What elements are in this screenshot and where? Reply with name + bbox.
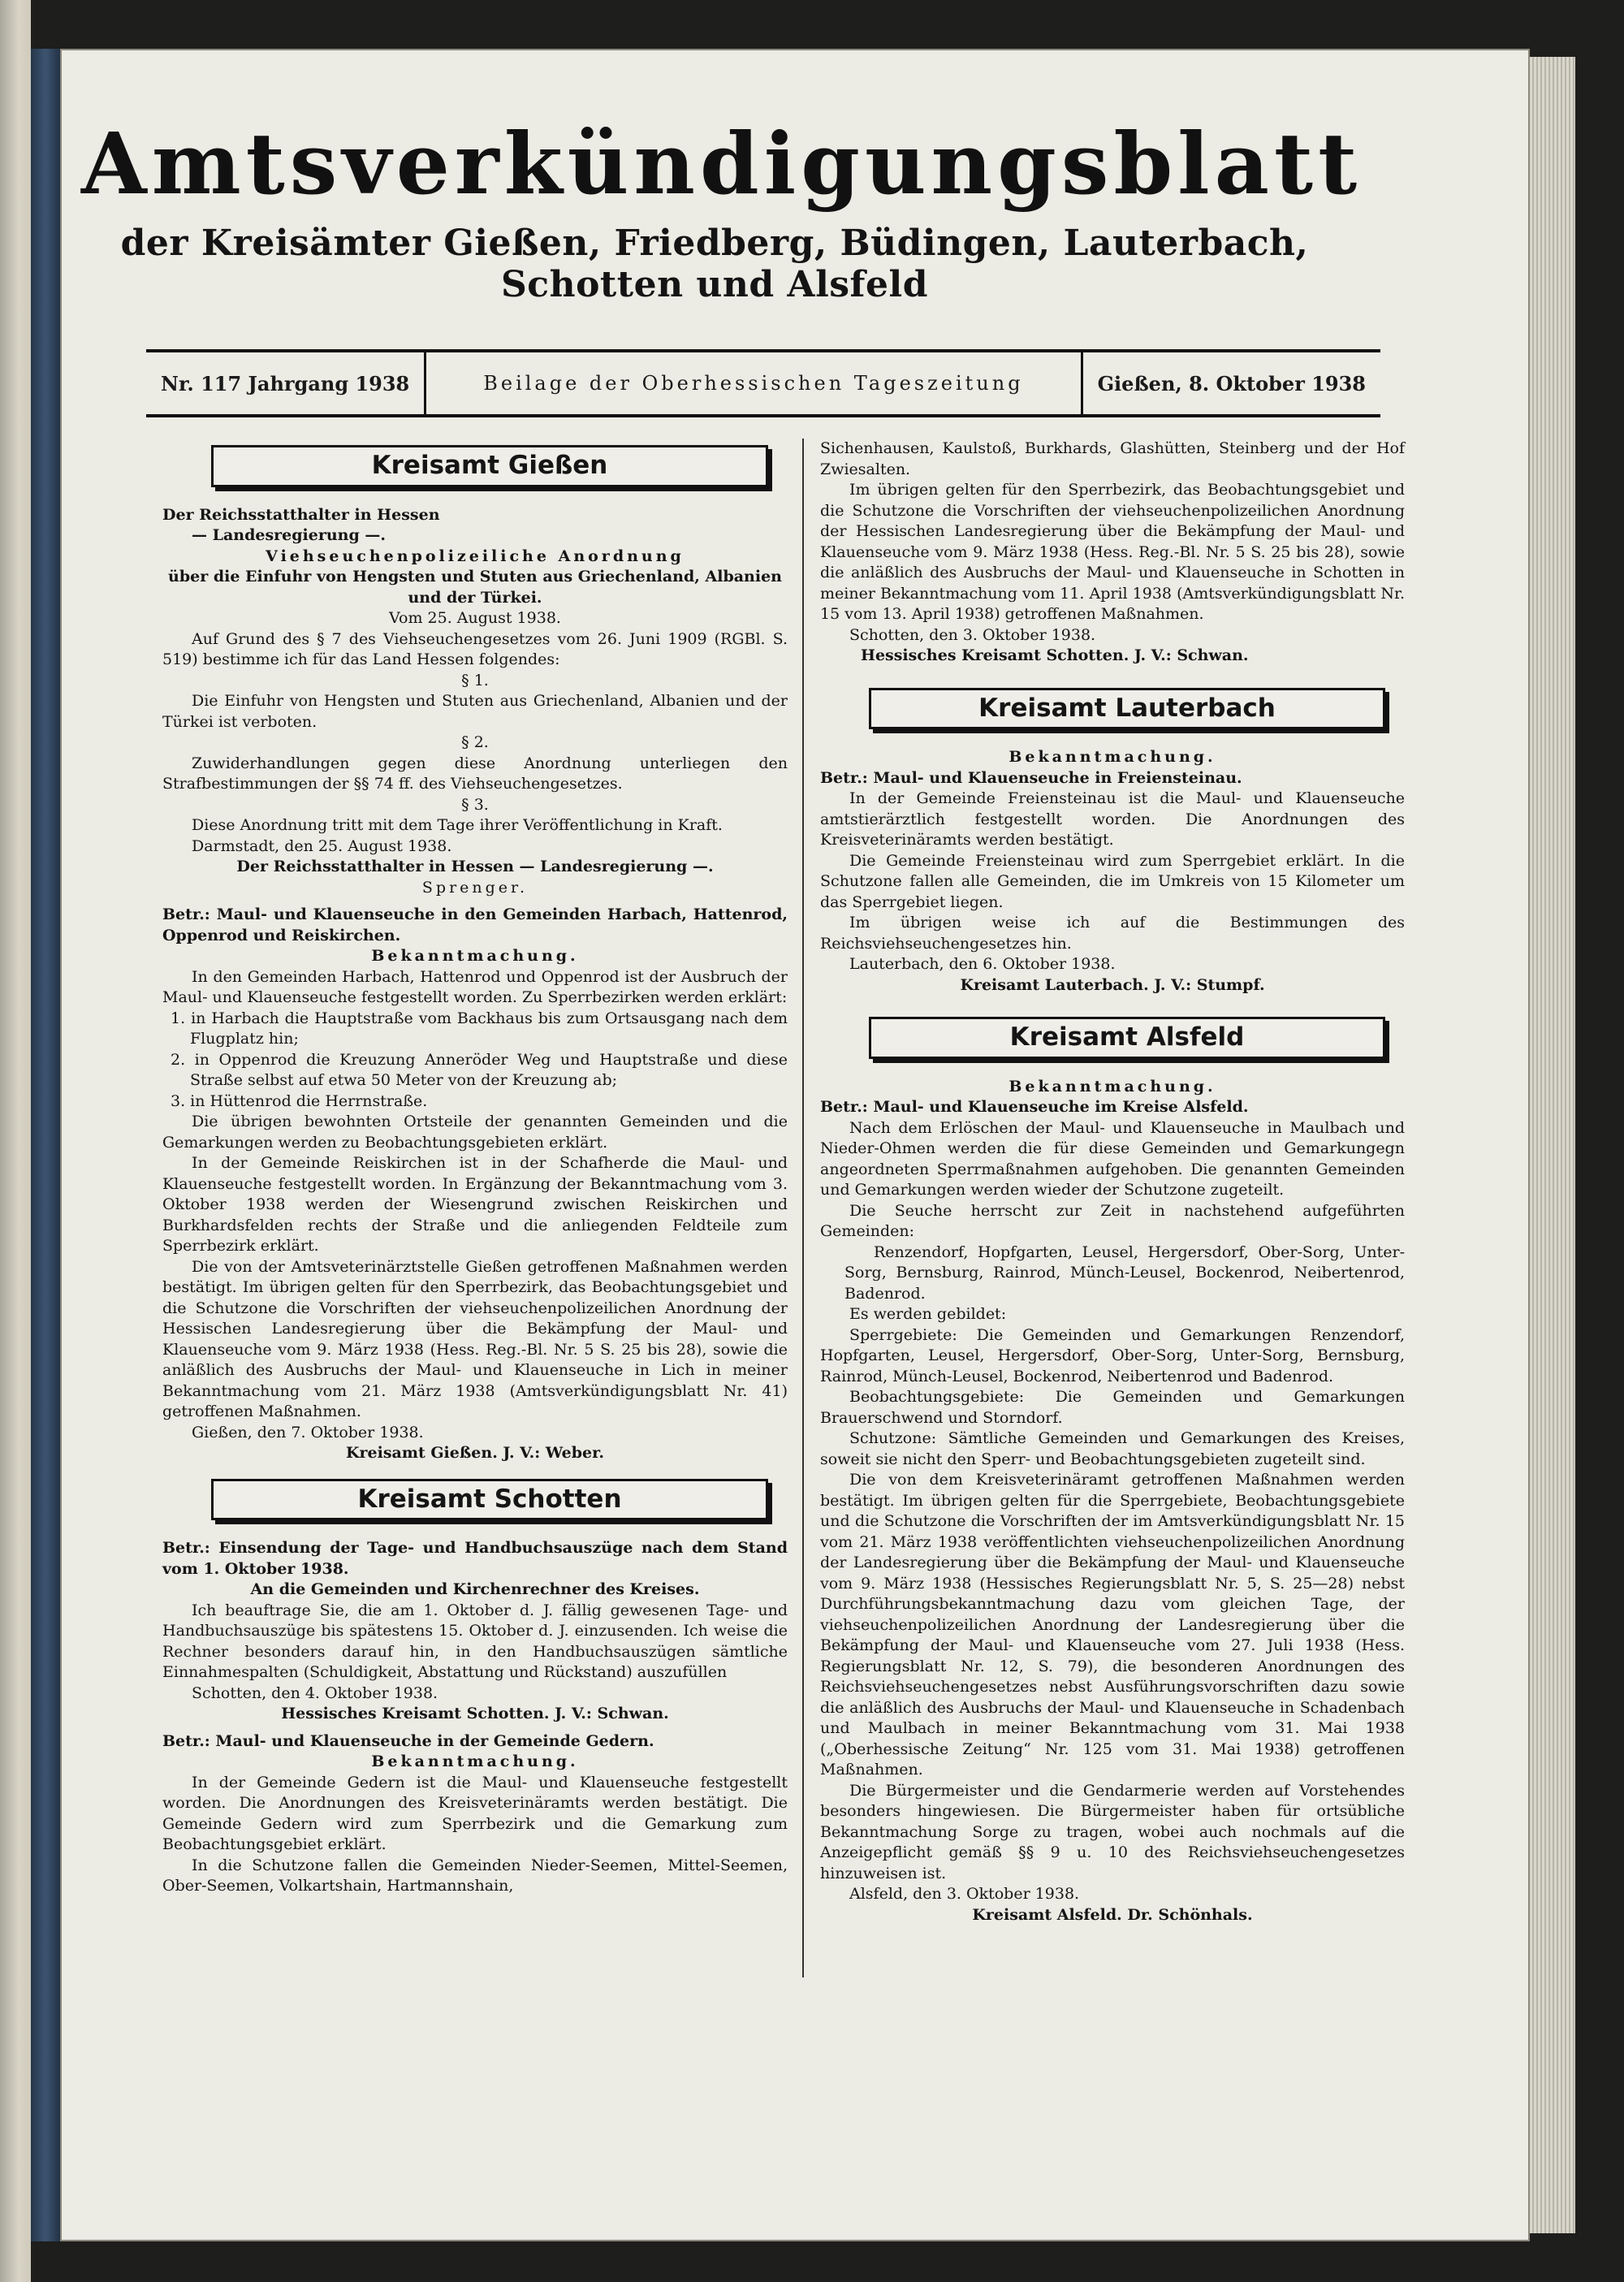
signature: Kreisamt Lauterbach. J. V.: Stumpf.: [960, 975, 1265, 994]
paragraph: Die Seuche herrscht zur Zeit in nachstehend aufgeführten Gemeinden:: [820, 1201, 1405, 1240]
subject-line: Betr.: Maul- und Klauenseuche in den Gemeinden Harbach, Hattenrod, Oppenrod und Reiskirchen.: [162, 905, 788, 944]
paragraph: Die übrigen bewohnten Ortsteile der genannten Gemeinden und die Gemarkungen werden zu Beobachtungsgebieten erklärt.: [162, 1113, 788, 1152]
place-date: Lauterbach, den 6. Oktober 1938.: [849, 955, 1116, 973]
paragraph: In den Gemeinden Harbach, Hattenrod und Oppenrod ist der Ausbruch der Maul- und Klauenseuche festgestellt worden. Zu Sperrbezirken werden erklärt:: [162, 967, 788, 1006]
signature: Hessisches Kreisamt Schotten. J. V.: Schwan.: [861, 646, 1249, 664]
right-column: [820, 439, 1405, 1925]
section-heading-alsfeld: Kreisamt Alsfeld: [869, 1017, 1385, 1059]
section-heading-giessen: Kreisamt Gießen: [211, 445, 768, 487]
paragraph: Sperrgebiete: Die Gemeinden und Gemarkungen Renzendorf, Hopfgarten, Leusel, Hergersdorf, Ober-Sorg, Unter-Sorg, Bernsburg, Rainrod, Münch-Leusel, Bockenrod, Neibertenrod und Badenrod.: [820, 1325, 1405, 1385]
signature: Hessisches Kreisamt Schotten. J. V.: Schwan.: [281, 1705, 669, 1722]
paragraph: Renzendorf, Hopfgarten, Leusel, Hergersdorf, Ober-Sorg, Unter-Sorg, Bernsburg, Rainrod, Münch-Leusel, Bockenrod, Neibertenrod, Badenrod.: [844, 1243, 1405, 1303]
issue-number: Nr. 117 Jahrgang 1938: [161, 371, 410, 395]
addressee: An die Gemeinden und Kirchenrechner des Kreises.: [250, 1580, 700, 1598]
place-date: Schotten, den 3. Oktober 1938.: [849, 625, 1096, 644]
notice-date: Vom 25. August 1938.: [389, 609, 561, 627]
paragraph: Im übrigen weise ich auf die Bestimmungen des Reichsviehseuchengesetzes hin.: [820, 914, 1405, 953]
notice-title: Bekanntmachung.: [371, 947, 579, 965]
left-column: [162, 439, 788, 1897]
column-divider: [802, 439, 804, 1977]
list-item: 1. in Harbach die Hauptstraße vom Backhaus bis zum Ortsausgang nach dem Flugplatz hin;: [171, 1009, 788, 1048]
masthead: [81, 114, 1363, 305]
paragraph: In der Gemeinde Freiensteinau ist die Maul- und Klauenseuche amtstierärztlich festgestellt worden. Die Anordnungen des Kreisveterinäramts werden bestätigt.: [820, 789, 1405, 849]
paragraph: Zuwiderhandlungen gegen diese Anordnung unterliegen den Strafbestimmungen der §§ 74 ff. des Viehseuchengesetzes.: [162, 754, 788, 793]
paragraph: Es werden gebildet:: [849, 1305, 1007, 1323]
newspaper-title: Amtsverkündigungsblatt: [81, 114, 1363, 214]
issue-info-bar: [146, 349, 1380, 417]
signature-name: Sprenger.: [421, 878, 529, 897]
notice-subtitle: über die Einfuhr von Hengsten und Stuten aus Griechenland, Albanien und der Türkei.: [168, 568, 782, 607]
subject-line: Betr.: Einsendung der Tage- und Handbuchsauszüge nach dem Stand vom 1. Oktober 1938.: [162, 1539, 788, 1578]
issue-place-date: Gießen, 8. Oktober 1938: [1097, 371, 1366, 395]
notice-title: Viehseuchenpolizeiliche Anordnung: [266, 547, 685, 565]
paragraph: Nach dem Erlöschen der Maul- und Klauenseuche in Maulbach und Nieder-Ohmen werden die für diese Gemeinden und Gemarkungegn angeordneten Sperrmaßnahmen aufgehoben. Die genannten Gemeinden und Gemarkungen werden wieder der Schutzone zugeteilt.: [820, 1118, 1405, 1199]
subject-line: Betr.: Maul- und Klauenseuche in der Gemeinde Gedern.: [162, 1731, 654, 1750]
paragraph: In der Gemeinde Gedern ist die Maul- und Klauenseuche festgestellt worden. Die Anordnungen des Kreisveterinäramts werden bestätigt. Die Gemeinde Gedern wird zum Sperrbezirk und die Gemarkung zum Beobachtungsgebiet erklärt.: [162, 1773, 788, 1853]
paragraph: Beobachtungsgebiete: Die Gemeinden und Gemarkungen Brauerschwend und Storndorf.: [820, 1388, 1405, 1427]
paragraph: In der Gemeinde Reiskirchen ist in der Schafherde die Maul- und Klauenseuche festgestellt worden. In Ergänzung der Bekanntmachung vom 3. Oktober 1938 werden der Wiesengrund zwischen Reiskirchen und Burkhardsfelden rechts der Straße und die anliegenden Feldteile zum Sperrbezirk erklärt.: [162, 1154, 788, 1255]
book-binding: [31, 49, 60, 2241]
paragraph: Die von dem Kreisveterinäramt getroffenen Maßnahmen werden bestätigt. Im übrigen gelten für die Sperrgebiete, Beobachtungsgebiete und die Schutzone die Vorschriften der im Amtsverkündigungsblatt Nr. 15 vom 21. März 1938 veröffentlichten viehseuchenpolizeilichen Anordnung der Landesregierung über die Bekämpfung der Maul- und Klauenseuche vom 9. März 1938 (Hessisches Regierungsblatt Nr. 5, S. 25—28) nebst Durchführungsbekanntmachung dazu vom gleichen Tage, der viehseuchenpolizeilichen Anordnung der Landesregierung über die Bekämpfung der Maul- und Klauenseuche vom 27. Juli 1938 (Hess. Regierungsblatt Nr. 12, S. 79), die besonderen Anordnungen des Reichsviehseuchengesetzes nebst Ausführungsvorschriften dazu sowie die anläßlich des Ausbruchs der Maul- und Klauenseuche in Schadenbach und Maulbach in meiner Bekanntmachung vom 31. Mai 1938 („Oberhessische Zeitung“ Nr. 125 vom 31. Mai 1938) getroffenen Maßnahmen.: [820, 1471, 1405, 1778]
paragraph: In die Schutzone fallen die Gemeinden Nieder-Seemen, Mittel-Seemen, Ober-Seemen, Volkartshain, Hartmannshain,: [162, 1856, 788, 1895]
notice-title: Bekanntmachung.: [371, 1753, 579, 1770]
section-mark: § 3.: [461, 795, 489, 814]
paragraph: Diese Anordnung tritt mit dem Tage ihrer Veröffentlichung in Kraft.: [192, 816, 723, 834]
paragraph-continued: Sichenhausen, Kaulstoß, Burkhards, Glashütten, Steinberg und der Hof Zwiesalten.: [820, 439, 1405, 478]
place-date: Alsfeld, den 3. Oktober 1938.: [849, 1885, 1080, 1903]
notice-title: Bekanntmachung.: [1009, 748, 1216, 766]
page-stack-edge: [1530, 57, 1575, 2233]
signature-authority: Der Reichsstatthalter in Hessen — Landesregierung —.: [236, 858, 714, 875]
notice-title: Bekanntmachung.: [1009, 1077, 1216, 1096]
supplement-note: Beilage der Oberhessischen Tageszeitung: [424, 352, 1082, 414]
place-date: Gießen, den 7. Oktober 1938.: [192, 1423, 424, 1441]
place-date: Schotten, den 4. Oktober 1938.: [192, 1683, 438, 1702]
authority-line: Der Reichsstatthalter in Hessen: [162, 505, 440, 524]
section-mark: § 1.: [461, 671, 489, 689]
paragraph: Im übrigen gelten für den Sperrbezirk, das Beobachtungsgebiet und die Schutzone die Vorschriften der viehseuchenpolizeilichen Anordnung der Hessischen Landesregierung über die Bekämpfung der Maul- und Klauenseuche vom 9. März 1938 (Hess. Reg.-Bl. Nr. 5 S. 25 bis 28), sowie die anläßlich des Ausbruchs der Maul- und Klauenseuche in Schotten in meiner Bekanntmachung vom 11. April 1938 (Amtsverkündigungsblatt Nr. 15 vom 13. April 1938) getroffenen Maßnahmen.: [820, 481, 1405, 623]
paragraph: Schutzone: Sämtliche Gemeinden und Gemarkungen des Kreises, soweit sie nicht den Sperr- und Beobachtungsgebieten zugeteilt sind.: [820, 1429, 1405, 1468]
place-date: Darmstadt, den 25. August 1938.: [192, 836, 452, 855]
list-item: 2. in Oppenrod die Kreuzung Annеröder Weg und Hauptstraße und diese Straße selbst auf etwa 50 Meter von der Kreuzung ab;: [171, 1050, 788, 1089]
signature: Kreisamt Gießen. J. V.: Weber.: [346, 1444, 604, 1462]
paragraph: Auf Grund des § 7 des Viehseuchengesetzes vom 26. Juni 1909 (RGBl. S. 519) bestimme ich für das Land Hessen folgendes:: [162, 629, 788, 668]
authority-line: — Landesregierung —.: [192, 526, 387, 544]
section-mark: § 2.: [461, 733, 489, 751]
subject-line: Betr.: Maul- und Klauenseuche im Kreise Alsfeld.: [820, 1098, 1249, 1116]
paragraph: Die Gemeinde Freiensteinau wird zum Sperrgebiet erklärt. In die Schutzone fallen alle Gemeinden, die im Umkreis von 15 Kilometer um das Sperrgebiet liegen.: [820, 851, 1405, 911]
subject-line: Betr.: Maul- und Klauenseuche in Freiensteinau.: [820, 768, 1242, 787]
paragraph: Die Einfuhr von Hengsten und Stuten aus Griechenland, Albanien und der Türkei ist verboten.: [162, 692, 788, 731]
signature: Kreisamt Alsfeld. Dr. Schönhals.: [972, 1905, 1253, 1924]
paragraph: Ich beauftrage Sie, die am 1. Oktober d. J. fällig gewesenen Tage- und Handbuchsauszüge bis spätestens 15. Oktober d. J. einzusenden. Ich weise die Rechner besonders darauf hin, in den Handbuchsauszügen sämtliche Einnahmespalten (Schuldigkeit, Abstattung und Rückstand) auszufüllen: [162, 1601, 788, 1681]
paragraph: Die von der Amtsveterinärztstelle Gießen getroffenen Maßnahmen werden bestätigt. Im übrigen gelten für den Sperrbezirk, das Beobachtungsgebiet und die Schutzone die Vorschriften der viehseuchenpolizeilichen Anordnung der Hessischen Landesregierung über die Bekämpfung der Maul- und Klauenseuche vom 9. März 1938 (Hess. Reg.-Bl. Nr. 5 S. 25 bis 28), sowie die anläßlich des Ausbruchs der Maul- und Klauenseuche in Lich in meiner Bekanntmachung vom 21. März 1938 (Amtsverkündigungsblatt Nr. 41) getroffenen Maßnahmen.: [162, 1257, 788, 1420]
section-heading-schotten: Kreisamt Schotten: [211, 1479, 768, 1521]
adjacent-page-edge: [0, 0, 31, 2282]
paragraph: Die Bürgermeister und die Gendarmerie werden auf Vorstehendes besonders hingewiesen. Die Bürgermeister haben für ortsübliche Bekanntmachung Sorge zu tragen, wobei auch nochmals auf die Anzeigepflicht gemäß §§ 9 u. 10 des Reichsviehseuchengesetzes hinzuweisen ist.: [820, 1781, 1405, 1882]
newspaper-subtitle: der Kreisämter Gießen, Friedberg, Büdingen, Lauterbach, Schotten und Alsfeld: [120, 223, 1309, 305]
list-item: 3. in Hüttenrod die Herrnstraße.: [171, 1091, 428, 1110]
section-heading-lauterbach: Kreisamt Lauterbach: [869, 688, 1385, 730]
